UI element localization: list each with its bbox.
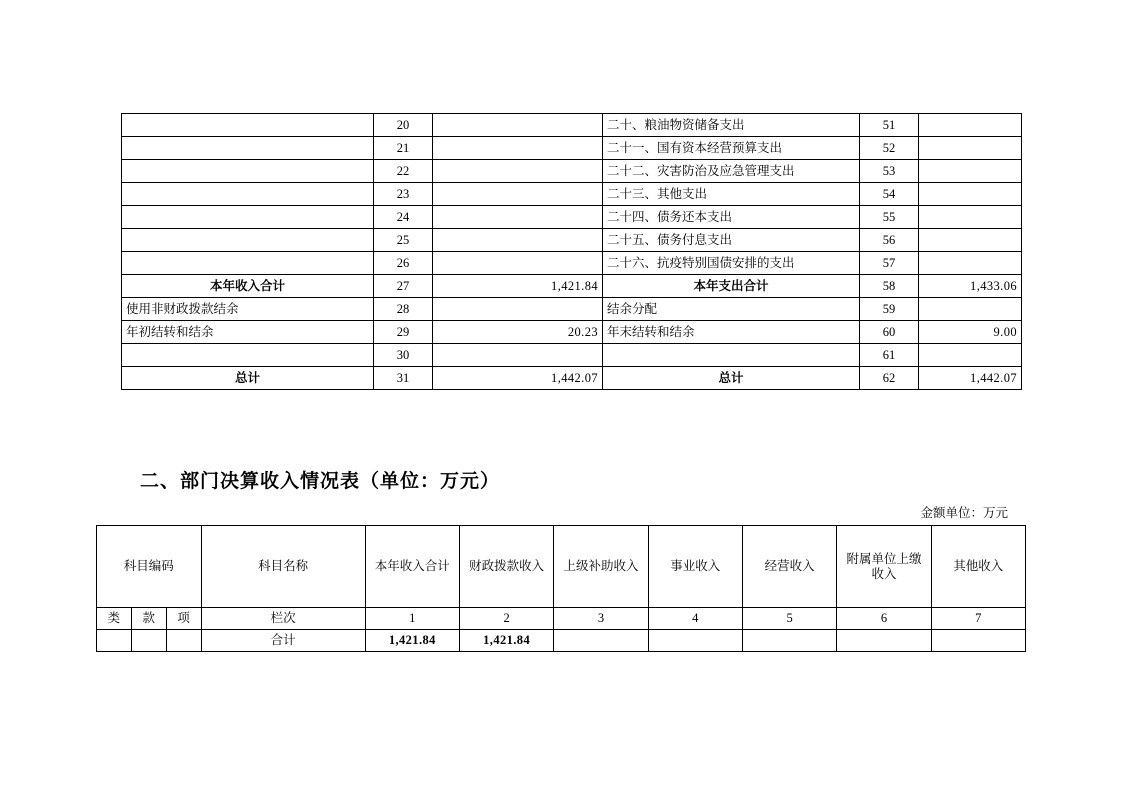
column-number-3: 4 xyxy=(648,608,742,630)
header-column-1: 财政拨款收入 xyxy=(459,526,553,608)
table-row-grand-total xyxy=(122,367,1022,390)
expense-item-label: 二十六、抗疫特别国债安排的支出 xyxy=(603,252,860,275)
expense-row-no: 57 xyxy=(860,252,919,275)
header-column-6: 其他收入 xyxy=(931,526,1025,608)
expense-row-no: 58 xyxy=(860,275,919,298)
income-item-label xyxy=(122,344,374,367)
expense-row-no: 61 xyxy=(860,344,919,367)
income-amount xyxy=(433,114,603,137)
expense-amount: 1,433.06 xyxy=(919,275,1022,298)
income-row-no: 29 xyxy=(374,321,433,344)
budget-overview-table-continued xyxy=(121,113,1021,390)
column-number-1: 2 xyxy=(459,608,553,630)
income-item-label xyxy=(122,252,374,275)
income-amount xyxy=(433,344,603,367)
column-label: 栏次 xyxy=(201,608,365,630)
expense-amount xyxy=(919,183,1022,206)
expense-item-label: 结余分配 xyxy=(603,298,860,321)
expense-amount xyxy=(919,206,1022,229)
income-item-label xyxy=(122,137,374,160)
total-value-3 xyxy=(648,630,742,652)
header-row xyxy=(97,526,1026,608)
column-number-6: 7 xyxy=(931,608,1025,630)
income-item-label xyxy=(122,160,374,183)
expense-amount xyxy=(919,229,1022,252)
income-row-no: 20 xyxy=(374,114,433,137)
expense-row-no: 53 xyxy=(860,160,919,183)
total-value-1: 1,421.84 xyxy=(459,630,553,652)
income-item-label xyxy=(122,114,374,137)
income-amount xyxy=(433,298,603,321)
header-column-0: 本年收入合计 xyxy=(365,526,459,608)
income-item-label: 使用非财政拨款结余 xyxy=(122,298,374,321)
income-statement-table xyxy=(96,525,1026,652)
income-table xyxy=(96,525,1026,652)
expense-row-no: 54 xyxy=(860,183,919,206)
currency-unit-note: 金额单位：万元 xyxy=(920,506,1008,520)
expense-row-no: 55 xyxy=(860,206,919,229)
table-row xyxy=(122,183,1022,206)
expense-row-no: 62 xyxy=(860,367,919,390)
expense-item-label: 二十四、债务还本支出 xyxy=(603,206,860,229)
income-amount xyxy=(433,206,603,229)
header-code-group: 科目编码 xyxy=(97,526,202,608)
expense-item-label: 二十、粮油物资储备支出 xyxy=(603,114,860,137)
code-sub-item: 项 xyxy=(166,608,201,630)
income-row-no: 27 xyxy=(374,275,433,298)
header-column-5: 附属单位上缴收入 xyxy=(837,526,931,608)
income-amount xyxy=(433,137,603,160)
header-column-3: 事业收入 xyxy=(648,526,742,608)
income-row-no: 31 xyxy=(374,367,433,390)
income-amount: 1,421.84 xyxy=(433,275,603,298)
expense-row-no: 56 xyxy=(860,229,919,252)
income-amount: 1,442.07 xyxy=(433,367,603,390)
income-row-no: 26 xyxy=(374,252,433,275)
expense-amount xyxy=(919,252,1022,275)
expense-amount xyxy=(919,114,1022,137)
income-row-no: 28 xyxy=(374,298,433,321)
expense-amount: 1,442.07 xyxy=(919,367,1022,390)
table-row xyxy=(122,137,1022,160)
header-column-4: 经营收入 xyxy=(742,526,836,608)
table-row xyxy=(122,252,1022,275)
table-row-total-year xyxy=(122,275,1022,298)
total-value-0: 1,421.84 xyxy=(365,630,459,652)
table-row xyxy=(122,344,1022,367)
section-heading: 二、部门决算收入情况表（单位：万元） xyxy=(140,471,501,492)
income-amount: 20.23 xyxy=(433,321,603,344)
income-row-no: 30 xyxy=(374,344,433,367)
total-code-class xyxy=(97,630,132,652)
expense-item-label: 年末结转和结余 xyxy=(603,321,860,344)
total-value-5 xyxy=(837,630,931,652)
expense-amount xyxy=(919,160,1022,183)
income-row-no: 22 xyxy=(374,160,433,183)
total-code-item xyxy=(166,630,201,652)
header-column-2: 上级补助收入 xyxy=(554,526,648,608)
total-value-6 xyxy=(931,630,1025,652)
expense-row-no: 52 xyxy=(860,137,919,160)
table-row xyxy=(122,114,1022,137)
expense-row-no: 51 xyxy=(860,114,919,137)
code-sub-class: 类 xyxy=(97,608,132,630)
income-row-no: 23 xyxy=(374,183,433,206)
table-row xyxy=(122,229,1022,252)
table-row xyxy=(122,298,1022,321)
expense-row-no: 59 xyxy=(860,298,919,321)
total-value-2 xyxy=(554,630,648,652)
expense-item-label: 二十二、灾害防治及应急管理支出 xyxy=(603,160,860,183)
table-row xyxy=(122,321,1022,344)
code-sub-section: 款 xyxy=(131,608,166,630)
income-item-label xyxy=(122,206,374,229)
budget-table-body xyxy=(122,114,1022,390)
total-code-section xyxy=(131,630,166,652)
column-number-row xyxy=(97,608,1026,630)
expense-row-no: 60 xyxy=(860,321,919,344)
expense-amount: 9.00 xyxy=(919,321,1022,344)
income-amount xyxy=(433,183,603,206)
expense-item-label: 二十一、国有资本经营预算支出 xyxy=(603,137,860,160)
income-item-label xyxy=(122,229,374,252)
column-number-4: 5 xyxy=(742,608,836,630)
expense-item-label: 二十五、债务付息支出 xyxy=(603,229,860,252)
total-row xyxy=(97,630,1026,652)
expense-amount xyxy=(919,137,1022,160)
total-value-4 xyxy=(742,630,836,652)
expense-amount xyxy=(919,298,1022,321)
expense-item-label: 二十三、其他支出 xyxy=(603,183,860,206)
income-item-label: 总计 xyxy=(122,367,374,390)
table-row xyxy=(122,160,1022,183)
expense-item-label: 本年支出合计 xyxy=(603,275,860,298)
income-amount xyxy=(433,160,603,183)
income-item-label: 本年收入合计 xyxy=(122,275,374,298)
column-number-5: 6 xyxy=(837,608,931,630)
expense-amount xyxy=(919,344,1022,367)
income-row-no: 24 xyxy=(374,206,433,229)
total-label: 合计 xyxy=(201,630,365,652)
income-amount xyxy=(433,229,603,252)
expense-item-label: 总计 xyxy=(603,367,860,390)
column-number-2: 3 xyxy=(554,608,648,630)
header-subject-name: 科目名称 xyxy=(201,526,365,608)
income-amount xyxy=(433,252,603,275)
income-item-label: 年初结转和结余 xyxy=(122,321,374,344)
budget-table xyxy=(121,113,1022,390)
column-number-0: 1 xyxy=(365,608,459,630)
income-row-no: 21 xyxy=(374,137,433,160)
expense-item-label xyxy=(603,344,860,367)
income-row-no: 25 xyxy=(374,229,433,252)
table-row xyxy=(122,206,1022,229)
income-item-label xyxy=(122,183,374,206)
income-table-body xyxy=(97,526,1026,652)
